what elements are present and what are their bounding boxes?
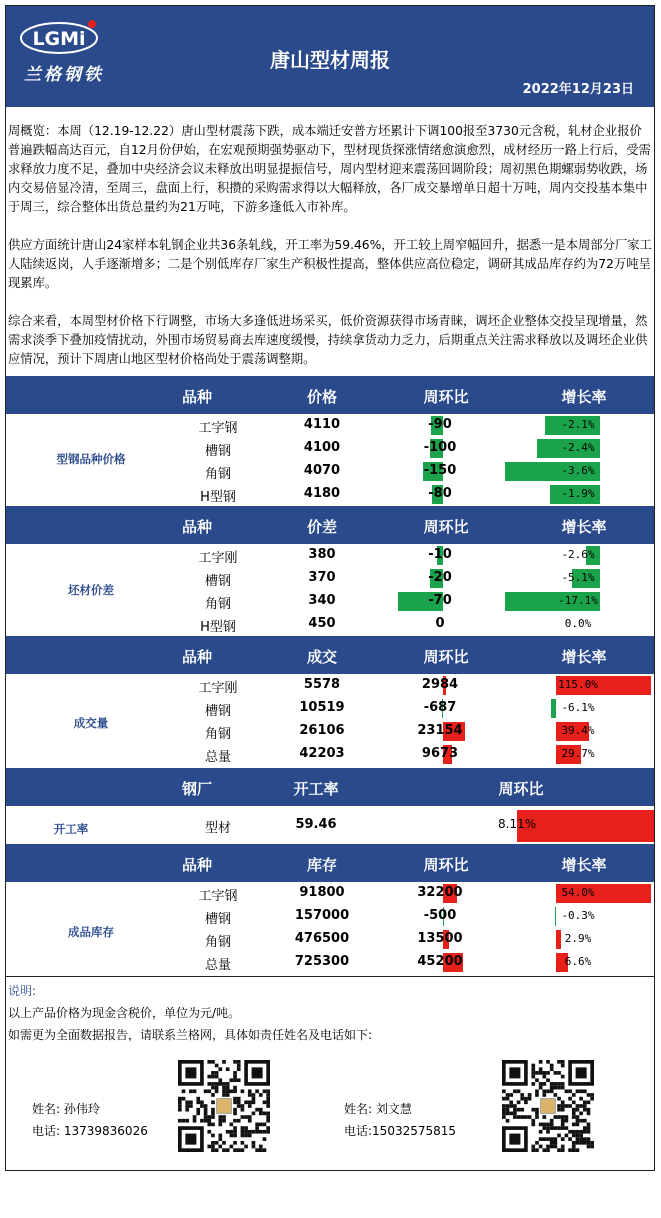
row-change: -687 xyxy=(423,700,457,715)
spread-table-header: 品种 价差 周环比 增长率 xyxy=(6,506,654,544)
price-table-header xyxy=(6,376,654,414)
row-rate: 0.0% xyxy=(564,617,592,630)
row-rate: -2.6% xyxy=(502,548,654,561)
contact-1 xyxy=(32,1098,148,1142)
volume-table xyxy=(6,674,654,768)
row-value: 370 xyxy=(308,570,336,585)
row-change: -70 xyxy=(378,593,502,608)
table-row xyxy=(6,414,654,437)
table-row xyxy=(6,928,654,951)
row-variety: 槽钢 xyxy=(204,444,231,459)
row-change: 9673 xyxy=(378,746,502,761)
row-variety: 槽钢 xyxy=(204,704,231,719)
row-change: 2984 xyxy=(378,677,502,692)
row-change: 23154 xyxy=(378,723,502,738)
col-header-wow: 周环比 xyxy=(423,388,469,406)
row-rate: -3.6% xyxy=(502,464,654,477)
row-variety: 角钢 xyxy=(204,935,231,950)
table-row xyxy=(6,674,654,697)
row-value: 157000 xyxy=(294,908,350,923)
row-rate: 115.0% xyxy=(502,678,654,691)
col-header-price: 价格 xyxy=(306,388,338,406)
row-value: 4110 xyxy=(303,417,341,432)
row-change: 0 xyxy=(435,616,445,631)
row-variety: 槽钢 xyxy=(204,574,231,589)
table-row xyxy=(6,460,654,483)
row-change: -10 xyxy=(378,547,502,562)
row-rate: -0.3% xyxy=(561,909,595,922)
spread-table xyxy=(6,544,654,636)
row-rate: -1.9% xyxy=(502,487,654,500)
row-variety: 角钢 xyxy=(204,597,231,612)
report-title: 唐山型材周报 xyxy=(270,48,390,72)
row-change: 32200 xyxy=(378,885,502,900)
row-variety: 角钢 xyxy=(204,727,231,742)
report-date: 2022年12月23日 xyxy=(522,82,634,97)
price-table xyxy=(6,414,654,506)
report-header xyxy=(6,6,654,107)
section-label-operating: 开工率 xyxy=(53,822,89,836)
row-rate: 39.4% xyxy=(502,724,654,737)
operating-table xyxy=(6,806,654,844)
row-value: 380 xyxy=(308,547,336,562)
section-label-spread: 坯材价差 xyxy=(68,583,114,597)
row-variety: 工字钢 xyxy=(198,889,238,904)
table-row xyxy=(6,437,654,460)
row-variety: 工字刚 xyxy=(198,551,238,566)
logo-chinese: 兰格钢铁 xyxy=(24,65,104,85)
table-row xyxy=(6,882,654,905)
operating-table-header: 钢厂 开工率 周环比 xyxy=(6,768,654,806)
row-rate: -5.1% xyxy=(502,571,654,584)
summary-outlook: 综合来看，本周型材价格下行调整，市场大多逢低进场采买，低价资源获得市场青睐，调坯企业整体交投呈现增量，然需求淡季下叠加疫情扰动，外围市场贸易商去库速度缓慢，持续拿货动力乏力，后期重点关注需求释放以及调坯企业供应情况，预计下周唐山地区型材价格尚处于震荡调整期。 xyxy=(8,314,648,366)
row-value: 91800 xyxy=(299,885,345,900)
table-row xyxy=(6,951,654,974)
contact-1-phone: 电话: 13739836026 xyxy=(32,1124,148,1138)
row-variety: 型材 xyxy=(204,821,231,836)
row-variety: 总量 xyxy=(204,750,231,765)
table-row xyxy=(6,720,654,743)
row-change: 13500 xyxy=(378,931,502,946)
row-change: -20 xyxy=(378,570,502,585)
row-value: 725300 xyxy=(294,954,350,969)
row-variety: 槽钢 xyxy=(204,912,231,927)
row-variety: 工字钢 xyxy=(198,421,238,436)
row-variety: H型钢 xyxy=(200,490,236,505)
table-row xyxy=(6,567,654,590)
volume-table-header: 品种 成交 周环比 增长率 xyxy=(6,636,654,674)
row-variety: 工字刚 xyxy=(198,681,238,696)
row-rate: -6.1% xyxy=(502,701,654,714)
row-value: 4180 xyxy=(303,486,341,501)
qr-code-2 xyxy=(502,1060,594,1152)
row-rate: -2.4% xyxy=(502,441,654,454)
row-rate: -2.1% xyxy=(502,418,654,431)
row-rate: 54.0% xyxy=(502,886,654,899)
notes-line-2: 如需更为全面数据报告，请联系兰格网，具体如责任姓名及电话如下: xyxy=(8,1028,373,1042)
table-row xyxy=(6,697,654,720)
row-value: 42203 xyxy=(299,746,345,761)
section-label-inventory: 成品库存 xyxy=(68,925,114,939)
section-label-volume: 成交量 xyxy=(73,716,109,730)
row-value: 26106 xyxy=(299,723,345,738)
notes-title: 说明: xyxy=(8,984,37,998)
row-value: 4070 xyxy=(303,463,341,478)
row-variety: 总量 xyxy=(204,958,231,973)
notes xyxy=(8,980,652,1046)
row-value: 5578 xyxy=(303,677,341,692)
contact-2 xyxy=(344,1098,456,1142)
row-value: 10519 xyxy=(299,700,345,715)
section-label-price: 型钢品种价格 xyxy=(56,452,126,466)
rate-bar xyxy=(556,930,561,949)
table-row xyxy=(6,590,654,613)
row-change: -150 xyxy=(378,463,502,478)
table-row xyxy=(6,743,654,766)
divider xyxy=(6,976,654,977)
inventory-table xyxy=(6,882,654,976)
row-value: 4100 xyxy=(303,440,341,455)
rate-bar xyxy=(555,907,556,926)
change-bar xyxy=(517,810,654,842)
row-variety: H型钢 xyxy=(200,620,236,635)
col-header-rate: 增长率 xyxy=(561,388,607,406)
qr-code-1 xyxy=(178,1060,270,1152)
row-value: 450 xyxy=(308,616,336,631)
row-rate: 29.7% xyxy=(502,747,654,760)
summary-text xyxy=(8,122,652,388)
report-frame xyxy=(5,5,655,1171)
table-row xyxy=(6,905,654,928)
contact-1-name: 姓名: 孙伟玲 xyxy=(32,1102,100,1116)
row-value: 476500 xyxy=(294,931,350,946)
table-row: 型材 59.46 8.11% xyxy=(6,814,654,837)
row-change: -100 xyxy=(378,440,502,455)
row-rate: -17.1% xyxy=(502,594,654,607)
notes-line-1: 以上产品价格为现金含税价，单位为元/吨。 xyxy=(8,1006,241,1020)
row-value: 59.46 xyxy=(295,817,337,832)
rate-bar xyxy=(551,699,556,718)
row-change: 45200 xyxy=(378,954,502,969)
logo-text: LGMi xyxy=(32,28,86,50)
row-value: 340 xyxy=(308,593,336,608)
row-change: -500 xyxy=(423,908,457,923)
contact-2-phone: 电话:15032575815 xyxy=(344,1124,457,1138)
table-row xyxy=(6,613,654,636)
row-change: -80 xyxy=(378,486,502,501)
col-header-variety: 品种 xyxy=(181,388,213,406)
row-change: -90 xyxy=(378,417,502,432)
table-row xyxy=(6,544,654,567)
contact-2-name: 姓名: 刘文慧 xyxy=(344,1102,412,1116)
row-rate: 6.6% xyxy=(502,955,654,968)
summary-supply: 供应方面统计唐山24家样本轧钢企业共36条轧线，开工率为59.46%，开工较上周窄幅回升，据悉一是本周部分厂家工人陆续返岗，人手逐渐增多；二是个别低库存厂家生产积极性提高，整体供应高位稳定，调研其成品库存约为72万吨呈现累库。 xyxy=(8,238,652,290)
table-row xyxy=(6,483,654,506)
row-rate: 2.9% xyxy=(502,932,654,945)
summary-overview: 周概览：本周（12.19-12.22）唐山型材震荡下跌，成本端迁安普方坯累计下调100报至3730元含税，轧材企业报价普遍跌幅高达百元，自12月份伊始，在宏观预期强势驱动下，型材现货探涨情绪愈演愈烈，成材经历一路上行后，受需求释放力度不足，叠加中央经济会议未释放出明显提振信号，周内型材迎来震荡回调阶段；周初黑色期螺弱势收跌，场内交易倍显冷清，至周三，盘面上行，积攒的采购需求得以大幅释放，各厂成交暴增单日超十万吨，周内交投基本集中于周三，综合整体出货总量约为21万吨，下游多逢低入市补库。 xyxy=(8,124,651,214)
inventory-table-header: 品种 库存 周环比 增长率 xyxy=(6,844,654,882)
row-variety: 角钢 xyxy=(204,467,231,482)
